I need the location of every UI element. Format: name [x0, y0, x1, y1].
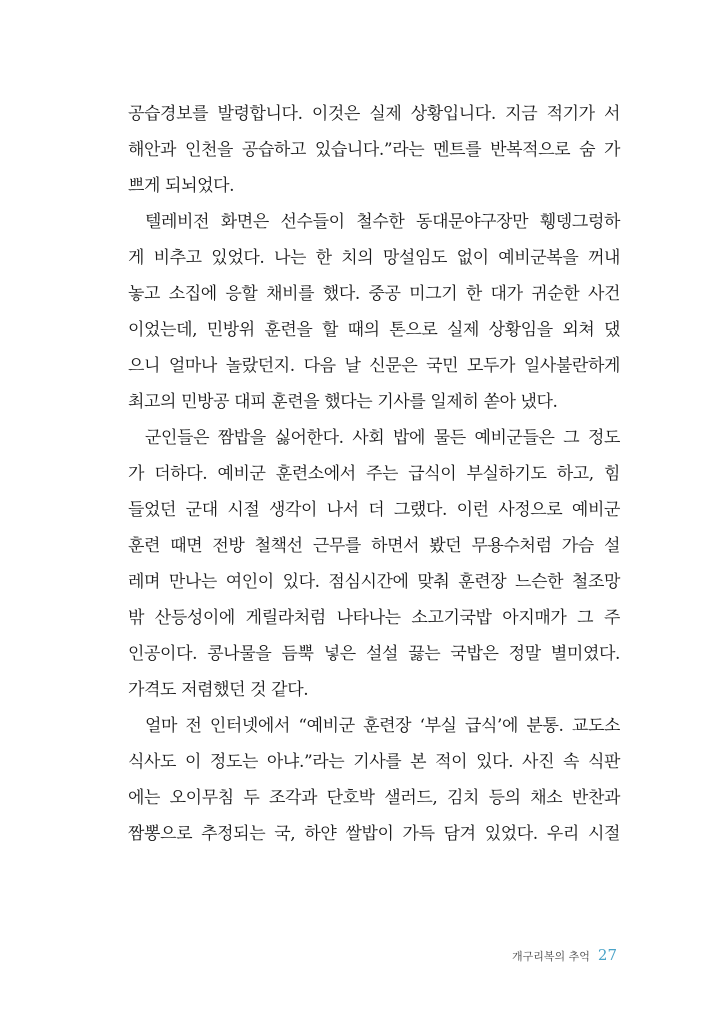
paragraph [128, 96, 620, 204]
running-footer-title: 개구리복의 추억 [512, 950, 590, 963]
text-line: 식사도 이 정도는 아냐.”라는 기사를 본 적이 있다. 사진 속 식판 [128, 752, 620, 772]
text-line: 훈련 때면 전방 철책선 근무를 하면서 봤던 무용수처럼 가슴 설 [128, 536, 620, 556]
text-line: 들었던 군대 시절 생각이 나서 더 그랬다. 이런 사정으로 예비군 [128, 500, 620, 520]
text-line: 짬뽕으로 추정되는 국, 하얀 쌀밥이 가득 담겨 있었다. 우리 시절 [128, 824, 620, 844]
text-line: 게 비추고 있었다. 나는 한 치의 망설임도 없이 예비군복을 꺼내 [128, 248, 620, 268]
text-line: 으니 얼마나 놀랐던지. 다음 날 신문은 국민 모두가 일사불란하게 [128, 356, 620, 376]
text-line: 인공이다. 콩나물을 듬뿍 넣은 설설 끓는 국밥은 정말 별미였다. [128, 644, 620, 664]
body-text [128, 96, 620, 852]
text-line: 가 더하다. 예비군 훈련소에서 주는 급식이 부실하기도 하고, 힘 [128, 464, 620, 484]
text-line: 이었는데, 민방위 훈련을 할 때의 톤으로 실제 상황임을 외쳐 댔 [128, 320, 620, 340]
page-footer [512, 946, 617, 964]
paragraph [128, 204, 620, 420]
text-line: 놓고 소집에 응할 채비를 했다. 중공 미그기 한 대가 귀순한 사건 [128, 284, 620, 304]
text-line: 레며 만나는 여인이 있다. 점심시간에 맞춰 훈련장 느슨한 철조망 [128, 572, 620, 592]
text-line: 군인들은 짬밥을 싫어한다. 사회 밥에 물든 예비군들은 그 정도 [145, 428, 620, 448]
paragraph [128, 708, 620, 852]
paragraph [128, 420, 620, 708]
text-line: 텔레비전 화면은 선수들이 철수한 동대문야구장만 휑뎅그렁하 [145, 212, 620, 232]
page-number: 27 [597, 946, 617, 964]
text-line: 에는 오이무침 두 조각과 단호박 샐러드, 김치 등의 채소 반찬과 [128, 788, 620, 808]
text-line: 해안과 인천을 공습하고 있습니다.”라는 멘트를 반복적으로 숨 가 [128, 140, 620, 160]
text-line: 얼마 전 인터넷에서 “예비군 훈련장 ‘부실 급식’에 분통. 교도소 [145, 716, 620, 736]
text-line: 쁘게 되뇌었다. [128, 176, 235, 196]
text-line: 공습경보를 발령합니다. 이것은 실제 상황입니다. 지금 적기가 서 [128, 104, 620, 124]
text-line: 최고의 민방공 대피 훈련을 했다는 기사를 일제히 쏟아 냈다. [128, 392, 558, 412]
text-line: 밖 산등성이에 게릴라처럼 나타나는 소고기국밥 아지매가 그 주 [128, 608, 620, 628]
text-line: 가격도 저렴했던 것 같다. [128, 680, 309, 700]
